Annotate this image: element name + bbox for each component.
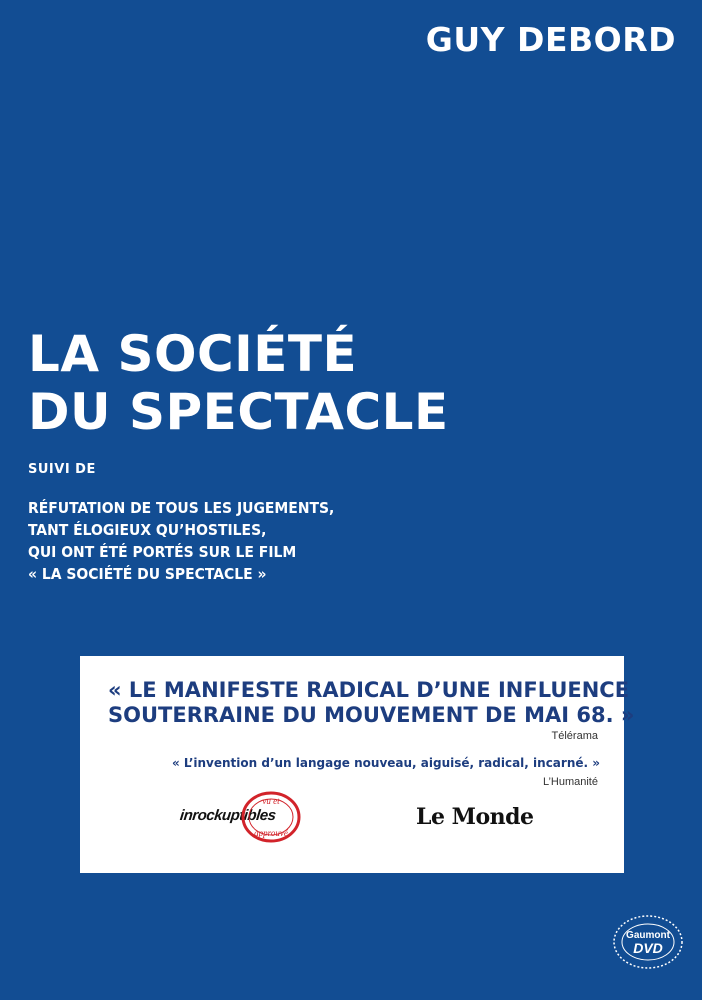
main-quote-line-1: « LE MANIFESTE RADICAL D’UNE INFLUENCE [108, 678, 630, 702]
dvd-wordmark: DVD [633, 940, 663, 956]
subtitle-line: QUI ONT ÉTÉ PORTÉS SUR LE FILM [28, 543, 297, 561]
title-line-1: LA SOCIÉTÉ [28, 325, 358, 383]
press-quotes-box [80, 656, 635, 873]
title-block [28, 325, 668, 441]
le-monde-logo: Le Monde [416, 804, 534, 830]
inrockuptibles-wordmark: inrockuptibles [179, 807, 277, 824]
title-line-2: DU SPECTACLE [28, 383, 449, 441]
subtitle-block [28, 497, 628, 585]
subtitle-line: TANT ÉLOGIEUX QU’HOSTILES, [28, 521, 267, 539]
inrockuptibles-logo [180, 784, 310, 844]
quote-source-telerama: Télérama [551, 730, 598, 742]
gaumont-wordmark: Gaumont [626, 930, 670, 941]
stamp-text-top: vu et [262, 796, 280, 806]
main-quote [108, 678, 635, 728]
approved-stamp-icon [238, 788, 304, 846]
main-quote-line-2: SOUTERRAINE DU MOUVEMENT DE MAI 68. » [108, 703, 635, 727]
author-name: GUY DEBORD [425, 20, 676, 59]
gaumont-dvd-logo-icon [612, 912, 684, 972]
second-quote: « L’invention d’un langage nouveau, aiguisé, radical, incarné. » [172, 756, 600, 770]
stamp-text-bottom: approuvé [254, 828, 288, 838]
subtitle-line: RÉFUTATION DE TOUS LES JUGEMENTS, [28, 499, 335, 517]
quote-source-humanite: L’Humanité [542, 776, 598, 788]
subtitle-line: « LA SOCIÉTÉ DU SPECTACLE » [28, 565, 267, 583]
suivi-de-label: SUIVI DE [28, 462, 96, 477]
